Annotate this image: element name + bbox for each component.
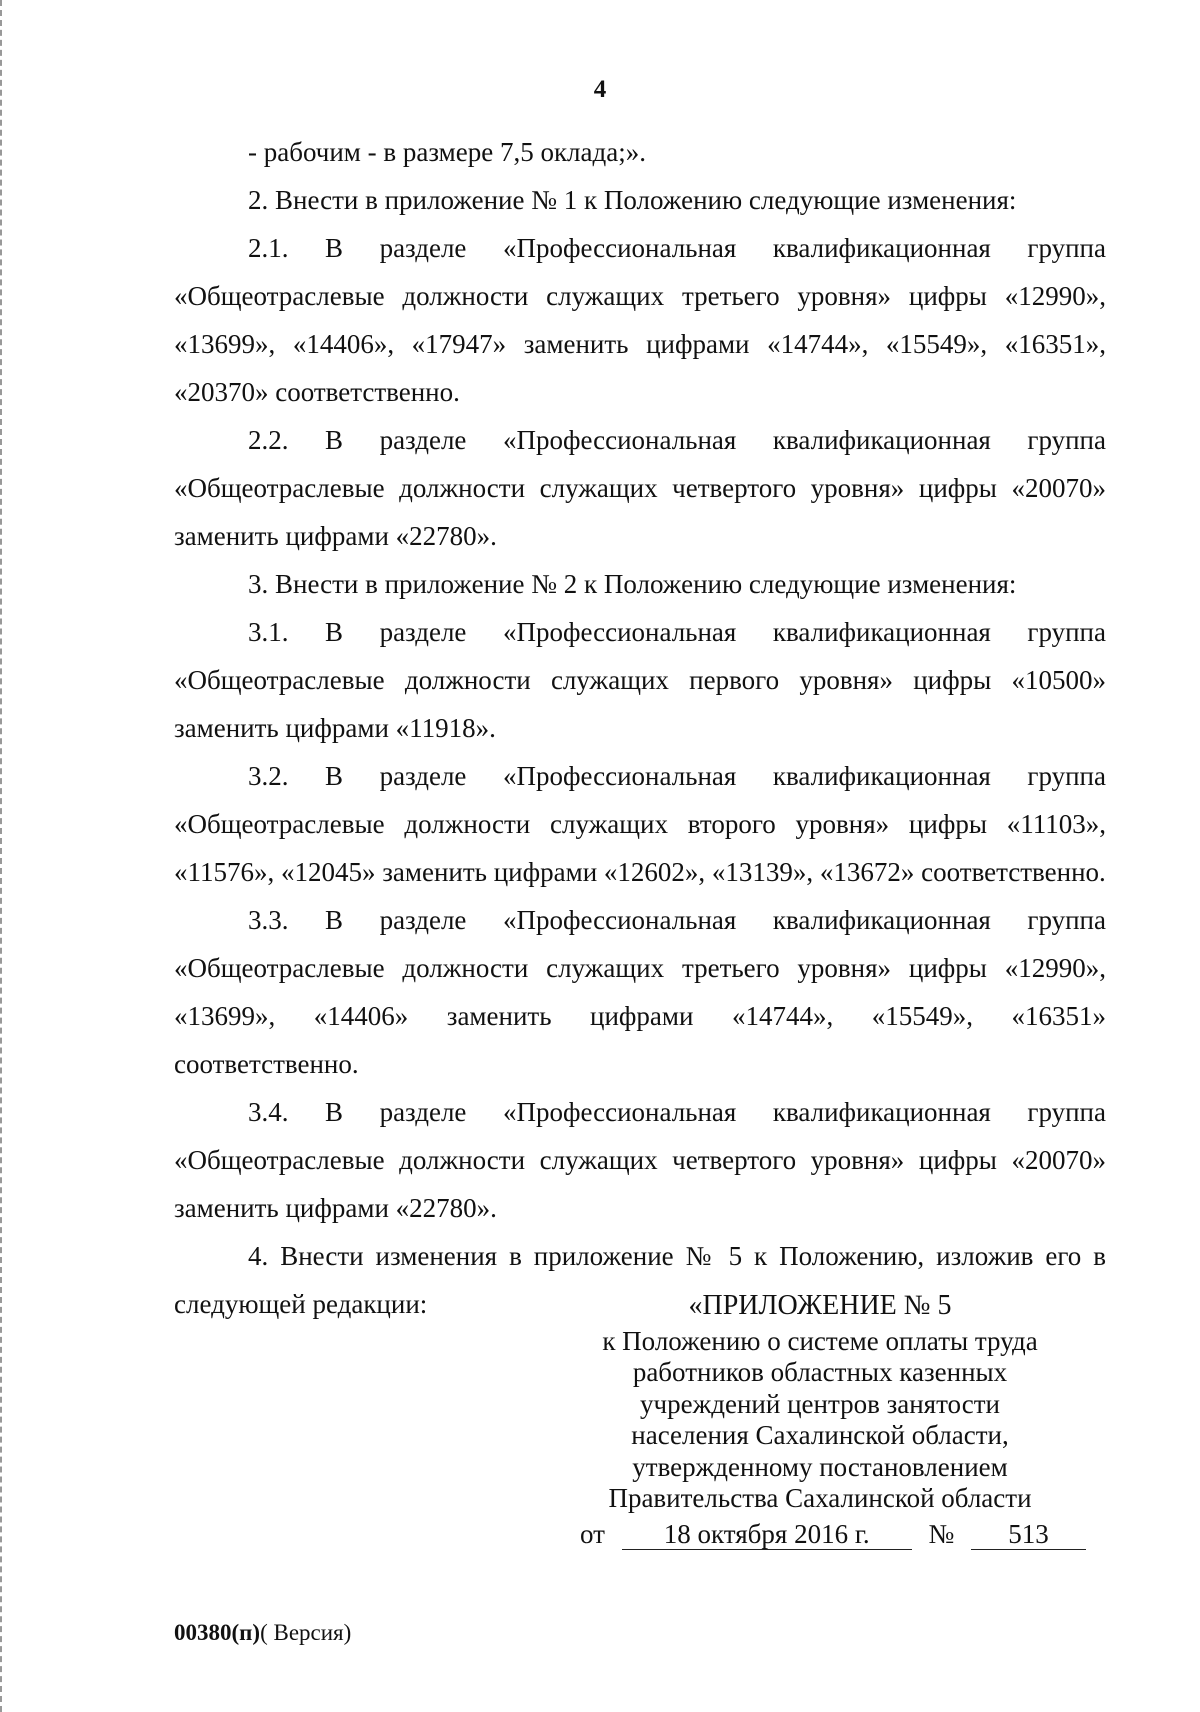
number-sign: № bbox=[928, 1518, 955, 1549]
appendix-line: к Положению о системе оплаты труда bbox=[602, 1325, 1038, 1356]
paragraph-item: - рабочим - в размере 7,5 оклада;». bbox=[248, 137, 646, 167]
paragraph-item: 2. Внести в приложение № 1 к Положению следующие изменения: bbox=[248, 185, 1017, 215]
document-code: 00380(п) bbox=[174, 1620, 261, 1645]
document-footer bbox=[174, 1620, 351, 1646]
scan-margin-edge bbox=[0, 0, 5, 1712]
document-body bbox=[174, 128, 1106, 1328]
decree-number: 513 bbox=[971, 1519, 1086, 1550]
paragraph-item: 2.1. В разделе «Профессиональная квалификационная группа «Общеотраслевые должности служащих третьего уровня» цифры «12990», «13699», «14406», «17947» заменить цифрами «14744», «15549», «16351», «20370» соответственно. bbox=[174, 233, 1106, 407]
appendix-line: Правительства Сахалинской области bbox=[608, 1483, 1032, 1513]
paragraph-item: 3.2. В разделе «Профессиональная квалификационная группа «Общеотраслевые должности служащих второго уровня» цифры «11103», «11576», «12045» заменить цифрами «12602», «13139», «13672» соответственно. bbox=[174, 761, 1106, 887]
paragraph-item: 3.1. В разделе «Профессиональная квалификационная группа «Общеотраслевые должности служащих первого уровня» цифры «10500» заменить цифрами «11918». bbox=[174, 617, 1106, 743]
paragraph-item: 4. Внести изменения в приложение № 5 к Положению, изложив его в следующей редакции: bbox=[174, 1241, 1106, 1319]
decree-date: 18 октября 2016 г. bbox=[622, 1519, 912, 1550]
appendix-heading: «ПРИЛОЖЕНИЕ № 5 bbox=[688, 1290, 952, 1321]
appendix-line: работников областных казенных bbox=[632, 1357, 1008, 1387]
paragraph-item: 2.2. В разделе «Профессиональная квалификационная группа «Общеотраслевые должности служащих четвертого уровня» цифры «20070» заменить цифрами «22780». bbox=[174, 425, 1106, 551]
paragraph-item: 3.3. В разделе «Профессиональная квалификационная группа «Общеотраслевые должности служащих третьего уровня» цифры «12990», «13699», «14406» заменить цифрами «14744», «15549», «16351» соответственно. bbox=[174, 905, 1106, 1079]
appendix-date-number-line bbox=[550, 1519, 1090, 1551]
paragraph-item: 3. Внести в приложение № 2 к Положению следующие изменения: bbox=[248, 569, 1017, 599]
date-prefix: от bbox=[580, 1518, 605, 1549]
appendix-line: учреждений центров занятости bbox=[640, 1388, 1000, 1419]
document-version: ( Версия) bbox=[260, 1620, 352, 1645]
appendix-header-block bbox=[550, 1290, 1090, 1550]
page-number: 4 bbox=[593, 76, 607, 103]
appendix-line: населения Сахалинской области, bbox=[631, 1420, 1009, 1450]
appendix-line: утвержденному постановлением bbox=[632, 1451, 1008, 1482]
paragraph-item: 3.4. В разделе «Профессиональная квалификационная группа «Общеотраслевые должности служащих четвертого уровня» цифры «20070» заменить цифрами «22780». bbox=[174, 1097, 1106, 1223]
